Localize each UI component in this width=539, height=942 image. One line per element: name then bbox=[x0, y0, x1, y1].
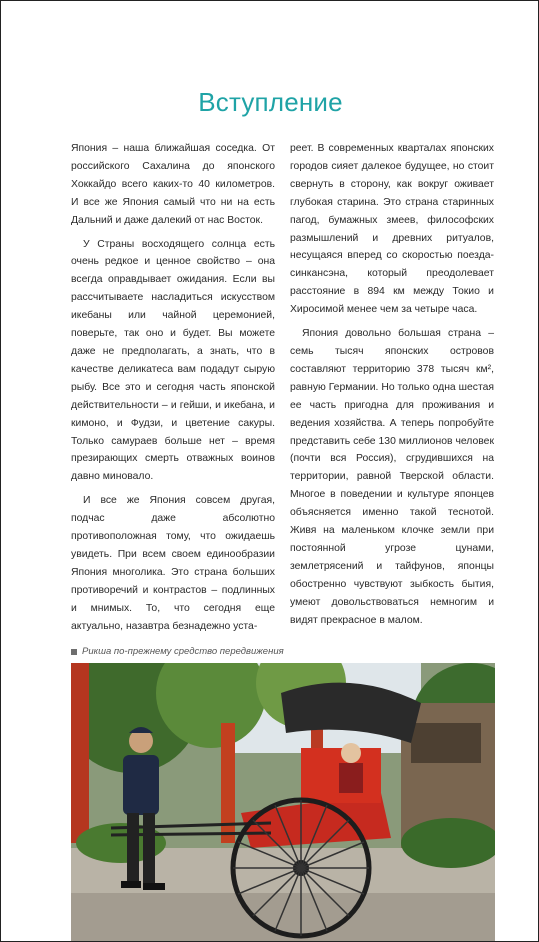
page-title: Вступление bbox=[198, 87, 343, 117]
text-column-left bbox=[71, 140, 275, 641]
rickshaw-photo bbox=[71, 663, 495, 941]
paragraph: реет. В современных кварталах японских городов сияет далекое будущее, но стоит свернуть в сторону, как вокруг оживает глубокая старина. Это страна старинных пагод, бумажных змеев, философских размышлений и древних ритуалов, несущаяся вперед со скоростью поезда-синкансэна, который преодолевает расстояние в 894 км между Токио и Хиросимой менее чем за четыре часа. bbox=[290, 143, 494, 316]
photo-caption-text: Рикша по-прежнему средство передвижения bbox=[82, 646, 284, 657]
paragraph: И все же Япония совсем другая, подчас даже абсолютно противоположная тому, что ожидаешь увидеть. При всем своем единообразии Япония многолика. Это страна больших противоречий и контрастов – подлинных и мнимых. То, что сегодня еще актуально, назавтра безнадежно уста- bbox=[71, 495, 275, 632]
paragraph: Япония довольно большая страна – семь тысяч японских островов составляют территорию 378 тысяч км², равную Германии. Но только одна шестая ее часть пригодна для проживания и ведения хозяйства. А теперь попробуйте представить себе 130 миллионов человек (почти вся Россия), сгрудившихся на территории, равной Тверской области. Многое в поведении и культуре японцев объясняется именно такой теснотой. Живя на маленьком клочке земли при постоянной угрозе цунами, землетрясений и тайфунов, японцы обостренно чувствуют зыбкость бытия, умеют довольствоваться немногим и видят прекрасное в малом. bbox=[290, 328, 494, 626]
square-bullet-icon bbox=[71, 649, 77, 655]
paragraph: Япония – наша ближайшая соседка. От российского Сахалина до японского Хоккайдо всего каких-то 40 километров. И все же Япония самый что ни на есть Дальний и даже далекий от нас Восток. bbox=[71, 143, 275, 226]
text-column-right bbox=[290, 140, 494, 635]
photo-caption bbox=[71, 646, 284, 657]
rickshaw-illustration bbox=[71, 663, 495, 941]
paragraph: У Страны восходящего солнца есть очень редкое и ценное свойство – она всегда оправдывает ожидания. Если вы рассчитываете насладиться искусством икебаны или чайной церемонией, поверьте, так оно и будет. Вы можете даже не предполагать, а знать, что в качестве деликатеса вам подадут сырую рыбу. Все это и сегодня часть японской действительности – и гейши, и икебана, и кимоно, и Фудзи, и цветение сакуры. Только самураев больше нет – время презирающих смерть отважных воинов давно миновало. bbox=[71, 238, 275, 483]
